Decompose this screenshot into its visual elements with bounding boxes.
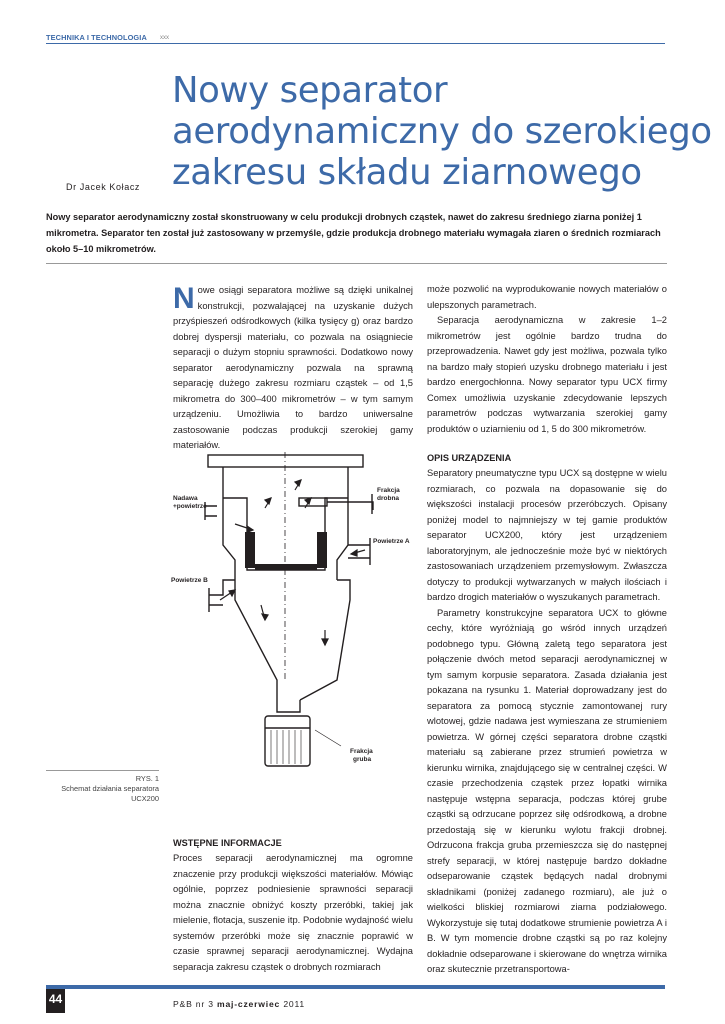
collector-bin — [265, 716, 310, 766]
title-line-1: Nowy separator — [172, 70, 448, 111]
title-line-3: zakresu składu ziarnowego — [172, 152, 642, 193]
heading-intro: WSTĘPNE INFORMACJE — [173, 838, 282, 848]
article-title — [172, 70, 712, 193]
footer-issue: maj-czerwiec — [217, 999, 281, 1009]
section-sub: xxx — [160, 35, 169, 41]
col2-paragraph-1: może pozwolić na wyprodukowanie nowych materiałów o ulepszonych parametrach. — [427, 284, 667, 310]
caption-text: Schemat działania separatora UCX200 — [61, 784, 159, 803]
col2-paragraph-3: Separatory pneumatyczne typu UCX są dostępne w wielu rozmiarach, co pozwala na dopasowanie się do większości instalacji procesów przeróbczych. Opisany poniżej model to najmniejszy w tej gamie produktów separator UCX200, który jest urządzeniem laboratoryjnym, ale jednocześnie może być w niektórych zastosowaniach urządzeniem przemysłowym. Zwłaszcza dotyczy to produkcji wytwarzanych w małych ilościach i bardzo drogich materiałów o wyszukanych parametrach. — [427, 468, 667, 602]
col2-paragraph-4: Parametry konstrukcyjne separatora UCX to główne cechy, które wyróżniają go wśród innych urządzeń podobnego typu. Główną zaletą tego separatora jest połączenie dwóch metod separacji aerodynamicznej w tym samym korpusie separatora. Zasada działania jest pokazana na rysunku 1. Materiał doprowadzany jest do separatora za pomocą stycznie zamontowanej rury wlotowej, gdzie nadawa jest wymieszana ze strumieniem powietrza. W górnej części separatora drobne cząstki materiału są zabierane przez strumień powietrza w kierunku wirnika, znajdującego się w centralnej części. W czasie przechodzenia cząstek przez łopatki wirnika następuje wstępna separacja, podczas której grube cząstki są odrzucane poprzez siłę odśrodkową, a drobne przedostają się w kierunku wylotu frakcji drobnej. Odrzucona frakcja gruba przemieszcza się do następnej strefy separacji, w której następuje bardzo dokładne odseparowanie cząstek będących nadal drobnymi składnikami (poniżej zadanego rozmiaru), ale już o wielkości bliskiej rozmiarowi ziarna podziałowego. Wykorzystuje się tutaj dodatkowe strumienie powietrza A i B. W tym momencie drobne cząstki są po raz kolejny dokładnie odseparowane i skierowane do wnętrza wirnika oraz skutecznie przetransportowa- — [427, 607, 667, 974]
title-line-2: aerodynamiczny do szerokiego — [172, 111, 712, 152]
intro-paragraph: Proces separacji aerodynamicznej ma ogromne znaczenie przy produkcji większości materiałów. Mówiąc ogólnie, poprzez podniesienie sprawności separacji można znacznie obniżyć koszty przeróbki, takiej jak mielenie, flotacja, suszenie itp. Podobnie wydajność wielu systemów przeróbki może się znacznie poprawić w czasie sprawnej separacji aerodynamicznej. Wydajna separacja zakresu cząstek o drobnych rozmiarach — [173, 853, 413, 972]
heading-device: OPIS URZĄDZENIA — [427, 453, 512, 463]
figure-caption — [46, 774, 159, 804]
lead-paragraph: Nowy separator aerodynamiczny został skonstruowany w celu produkcji drobnych cząstek, nawet do zakresu średniego ziarna poniżej 1 mikrometra. Separator ten został już zastosowany w przemyśle, gdzie produkcja drobnego materiału wymagała ziaren o średnich rozmiarach około 5–10 mikrometrów. — [46, 212, 661, 254]
rotor — [247, 510, 325, 570]
label-air-b: Powietrze B — [171, 577, 208, 584]
section-label: TECHNIKA I TECHNOLOGIA — [46, 33, 147, 42]
separator-diagram — [165, 450, 417, 780]
label-air-a: Powietrze A — [373, 538, 410, 545]
lead-rule — [46, 263, 667, 264]
label-fine-2: drobna — [377, 495, 400, 502]
label-feed-2: +powietrze — [173, 503, 207, 510]
footer-magazine-name: P&B nr 3 — [173, 999, 214, 1009]
page-number: 44 — [48, 992, 63, 1006]
col1-text: owe osiągi separatora możliwe są dzięki unikalnej konstrukcji, pozwalającej na uzyskanie dużych przyśpieszeń odśrodkowych (kilka tysięcy g) oraz bardzo dobrej dyspersji materiału, co pozwala na osiągniecie separacji o dużym stopniu sprawności. Dodatkowo nowy separator aerodynamiczny pozwala na sprawną separację dużego zakresu rozmiaru cząstek – od 1,5 mikrometra do 300–400 mikrometrów – w tym samym urządzeniu. Umożliwia to bardzo uniwersalne zastosowanie podczas produkcji szerokiej gamy materiałów. — [173, 285, 413, 450]
author: Dr Jacek Kołacz — [66, 182, 141, 192]
label-fine-1: Frakcja — [377, 487, 400, 494]
label-coarse-2: gruba — [353, 756, 372, 763]
col2-paragraph-2: Separacja aerodynamiczna w zakresie 1–2 mikrometrów jest ogólnie bardzo trudna do przeprowadzenia. Nawet gdy jest możliwa, pozwala tylko na bardzo mały stopień uzysku drobnego materiału i jest bardzo energochłonna. Nowy separator typu UCX firmy Comex umożliwia uzyskanie zdecydowanie lepszych parametrów podczas wytwarzania szerokiej gamy produktów o uziarnieniu od 1, 5 do 300 mikrometrów. — [427, 315, 667, 434]
top-housing — [208, 455, 363, 467]
column-1 — [173, 283, 413, 454]
footer-year: 2011 — [283, 999, 305, 1009]
header-rule — [46, 43, 665, 44]
caption-number: RYS. 1 — [135, 774, 159, 783]
column-1-bottom — [173, 836, 413, 975]
column-2 — [427, 282, 667, 978]
label-feed-1: Nadawa — [173, 495, 198, 502]
dropcap: N — [173, 282, 195, 315]
footer-magazine — [173, 999, 305, 1009]
footer-bar — [46, 985, 665, 989]
col1-paragraph — [173, 283, 413, 454]
label-coarse-1: Frakcja — [350, 748, 373, 755]
caption-rule — [46, 770, 159, 771]
